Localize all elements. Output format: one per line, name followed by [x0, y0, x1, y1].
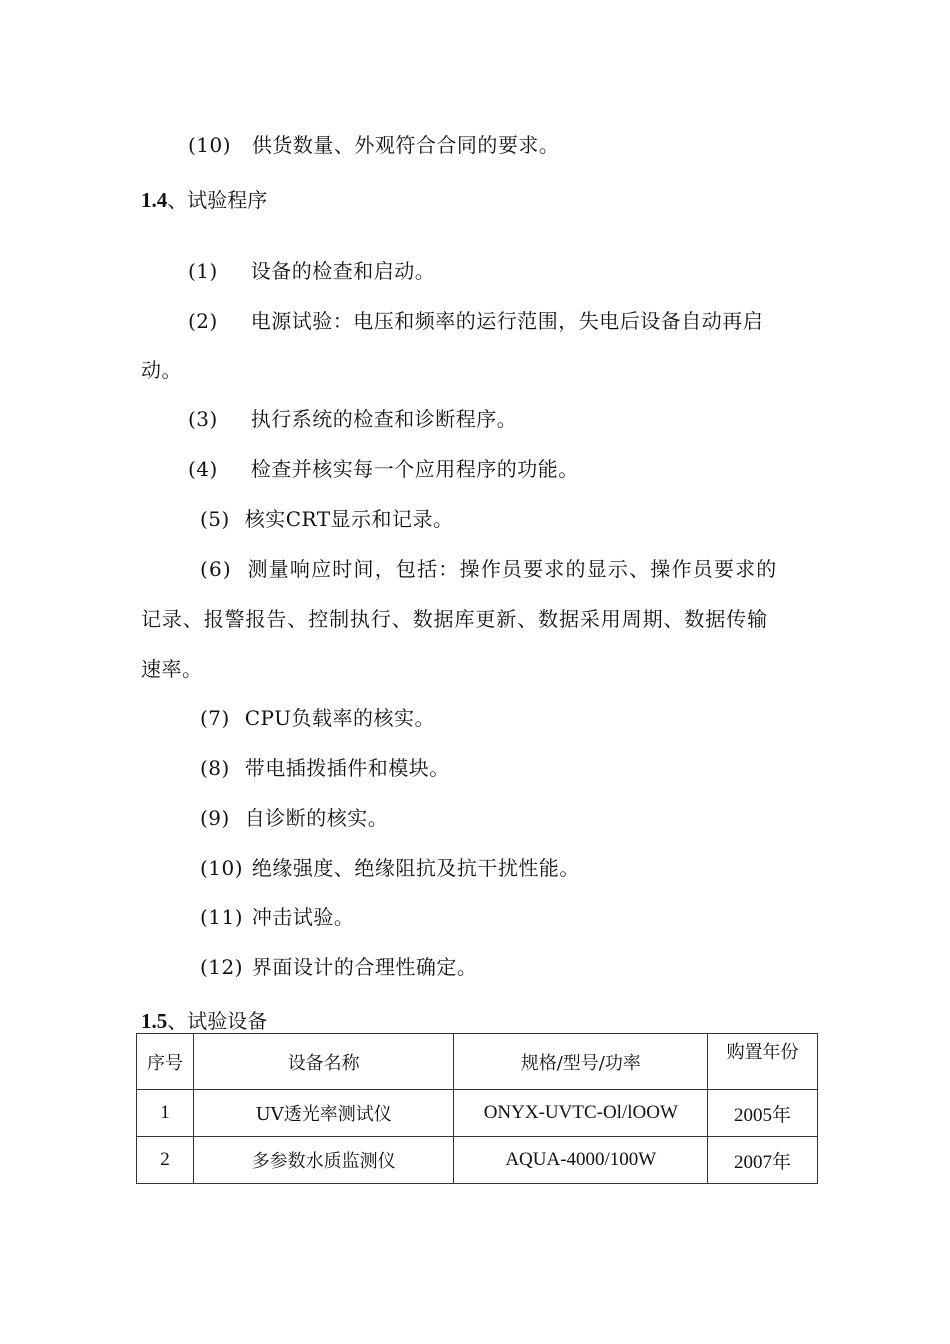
item-text: 自诊断的核实。	[244, 806, 389, 830]
item-number: (3)	[188, 407, 218, 431]
table-cell: 2007年	[708, 1137, 818, 1184]
section-heading-1-4	[141, 187, 267, 213]
table-cell: UV透光率测试仪	[193, 1090, 454, 1137]
list-item	[188, 406, 517, 432]
item-text: 执行系统的检查和诊断程序。	[250, 407, 518, 431]
item-number: (8)	[200, 756, 230, 780]
item-text: 界面设计的合理性确定。	[251, 955, 478, 979]
list-item	[188, 456, 579, 482]
item-number: (1)	[188, 259, 218, 283]
item-text: 核实CRT显示和记录。	[244, 507, 454, 531]
item-text: 带电插拨插件和模块。	[244, 756, 450, 780]
list-item-continuation: 记录、报警报告、控制执行、数据库更新、数据采用周期、数据传输	[141, 607, 768, 631]
item-text: CPU负载率的核实。	[244, 706, 435, 730]
table-header-row	[137, 1034, 818, 1090]
section-number: 1.4	[141, 188, 168, 212]
item-number: (5)	[200, 507, 230, 531]
list-item	[200, 954, 477, 980]
list-item	[200, 705, 435, 731]
item-number: (10)	[188, 133, 232, 157]
item-text: 冲击试验。	[251, 905, 355, 929]
section-title: 、试验程序	[167, 188, 268, 212]
section-title: 、试验设备	[167, 1009, 268, 1033]
list-item-continuation: 速率。	[141, 657, 203, 681]
table-cell: ONYX-UVTC-Ol/lOOW	[454, 1090, 708, 1137]
item-number: (7)	[200, 706, 230, 730]
item-number: (12)	[200, 955, 244, 979]
table-header-cell: 购置年份	[708, 1034, 818, 1090]
list-item	[200, 805, 388, 831]
item-number: (11)	[200, 905, 244, 929]
section-heading-1-5	[141, 1008, 267, 1034]
table-cell: 2005年	[708, 1090, 818, 1137]
item-text: 设备的检查和启动。	[250, 259, 436, 283]
equipment-table	[136, 1033, 818, 1184]
table-header-cell: 设备名称	[193, 1034, 454, 1090]
table-cell: 1	[137, 1090, 194, 1137]
table-cell: AQUA-4000/100W	[454, 1137, 708, 1184]
list-item	[200, 904, 354, 930]
item-number: (4)	[188, 457, 218, 481]
item-number: (10)	[200, 856, 244, 880]
list-item-continuation: 动。	[141, 358, 182, 382]
item-number: (9)	[200, 806, 230, 830]
list-item	[188, 308, 763, 334]
section-number: 1.5	[141, 1009, 168, 1033]
table-header-cell: 序号	[137, 1034, 194, 1090]
table-cell: 多参数水质监测仪	[193, 1137, 454, 1184]
item-text: 电源试验：电压和频率的运行范围，失电后设备自动再启	[250, 309, 764, 333]
table-cell: 2	[137, 1137, 194, 1184]
list-item	[188, 258, 435, 284]
item-text: 检查并核实每一个应用程序的功能。	[250, 457, 579, 481]
intro-item-10	[188, 132, 559, 158]
table-row	[137, 1137, 818, 1184]
item-text: 供货数量、外观符合合同的要求。	[251, 133, 560, 157]
item-text: 测量响应时间，包括：操作员要求的显示、操作员要求的	[247, 557, 778, 581]
list-item	[200, 556, 778, 582]
table-row	[137, 1090, 818, 1137]
table-header-cell: 规格/型号/功率	[454, 1034, 708, 1090]
list-item	[200, 506, 454, 532]
list-item	[200, 755, 450, 781]
item-text: 绝缘强度、绝缘阻抗及抗干扰性能。	[251, 856, 580, 880]
item-number: (2)	[188, 309, 218, 333]
list-item	[200, 855, 580, 881]
item-number: (6)	[200, 557, 232, 581]
